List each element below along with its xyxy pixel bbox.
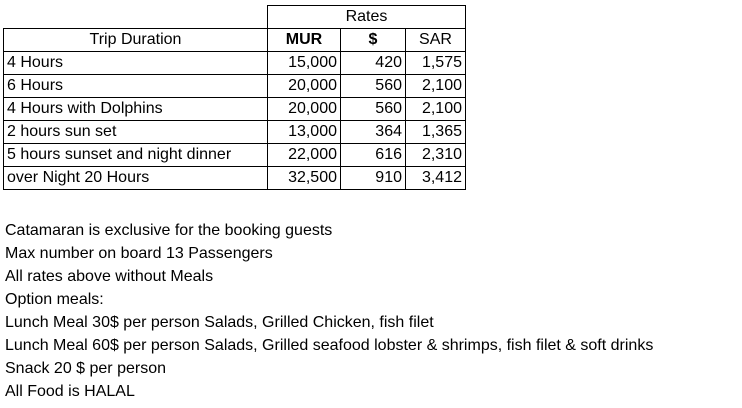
trip-name: 4 Hours with Dolphins (4, 98, 268, 121)
note-lunch-30: Lunch Meal 30$ per person Salads, Grilled Chicken, fish filet (5, 314, 434, 331)
price-sar: 2,100 (406, 75, 466, 98)
notes-list (5, 219, 653, 403)
price-sar: 1,575 (406, 52, 466, 75)
table-row (4, 75, 466, 98)
column-header-row (4, 29, 466, 52)
price-usd: 364 (341, 121, 406, 144)
price-mur: 32,500 (268, 167, 341, 190)
trip-name: over Night 20 Hours (4, 167, 268, 190)
note-option-meals: Option meals: (5, 291, 104, 308)
table-row (4, 167, 466, 190)
price-mur: 20,000 (268, 98, 341, 121)
note-without-meals: All rates above without Meals (5, 268, 214, 285)
note-snack: Snack 20 $ per person (5, 360, 166, 377)
table-row (4, 52, 466, 75)
note-exclusive: Catamaran is exclusive for the booking guests (5, 222, 333, 239)
price-mur: 20,000 (268, 75, 341, 98)
price-usd: 560 (341, 75, 406, 98)
trip-duration-header: Trip Duration (4, 29, 268, 52)
price-mur: 22,000 (268, 144, 341, 167)
note-halal: All Food is HALAL (5, 383, 135, 400)
price-sar: 2,310 (406, 144, 466, 167)
trip-name: 2 hours sun set (4, 121, 268, 144)
currency-header-usd: $ (341, 29, 406, 52)
price-sar: 1,365 (406, 121, 466, 144)
corner-cell (4, 6, 268, 29)
price-mur: 13,000 (268, 121, 341, 144)
table-row (4, 98, 466, 121)
price-usd: 910 (341, 167, 406, 190)
price-usd: 560 (341, 98, 406, 121)
price-sar: 2,100 (406, 98, 466, 121)
rates-group-header: Rates (268, 6, 466, 29)
price-sar: 3,412 (406, 167, 466, 190)
trip-name: 5 hours sunset and night dinner (4, 144, 268, 167)
note-lunch-60: Lunch Meal 60$ per person Salads, Grilled seafood lobster & shrimps, fish filet & soft drinks (5, 337, 654, 354)
table-row (4, 121, 466, 144)
price-usd: 420 (341, 52, 406, 75)
currency-header-mur: MUR (268, 29, 341, 52)
trip-name: 6 Hours (4, 75, 268, 98)
currency-header-sar: SAR (406, 29, 466, 52)
note-max-passengers: Max number on board 13 Passengers (5, 245, 273, 262)
trip-name: 4 Hours (4, 52, 268, 75)
rates-table (3, 5, 466, 190)
price-mur: 15,000 (268, 52, 341, 75)
table-row (4, 144, 466, 167)
group-header-row (4, 6, 466, 29)
price-usd: 616 (341, 144, 406, 167)
